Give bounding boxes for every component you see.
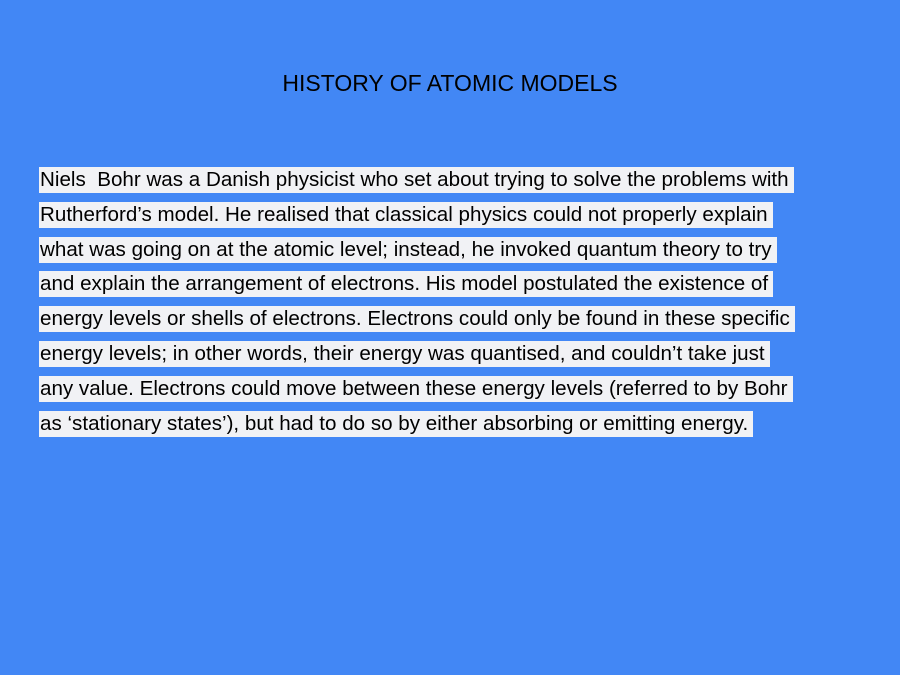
body-line <box>39 201 869 236</box>
body-line-text: and explain the arrangement of electrons. His model postulated the existence of <box>39 271 773 297</box>
body-line <box>39 236 869 271</box>
body-line <box>39 166 869 201</box>
body-line <box>39 375 869 410</box>
body-line-text: energy levels or shells of electrons. Electrons could only be found in these specific <box>39 306 795 332</box>
body-line-text: what was going on at the atomic level; instead, he invoked quantum theory to try <box>39 237 777 263</box>
body-line <box>39 340 869 375</box>
body-line <box>39 410 869 445</box>
body-line-text: Niels Bohr was a Danish physicist who set about trying to solve the problems with <box>39 167 794 193</box>
slide-title: HISTORY OF ATOMIC MODELS <box>282 70 618 96</box>
body-line-text: any value. Electrons could move between these energy levels (referred to by Bohr <box>39 376 793 402</box>
body-line-text: energy levels; in other words, their energy was quantised, and couldn’t take just <box>39 341 770 367</box>
body-line-text: as ‘stationary states’), but had to do so by either absorbing or emitting energy. <box>39 411 753 437</box>
body-text-block <box>39 166 869 444</box>
body-line <box>39 305 869 340</box>
body-line <box>39 270 869 305</box>
body-line-text: Rutherford’s model. He realised that classical physics could not properly explain <box>39 202 773 228</box>
